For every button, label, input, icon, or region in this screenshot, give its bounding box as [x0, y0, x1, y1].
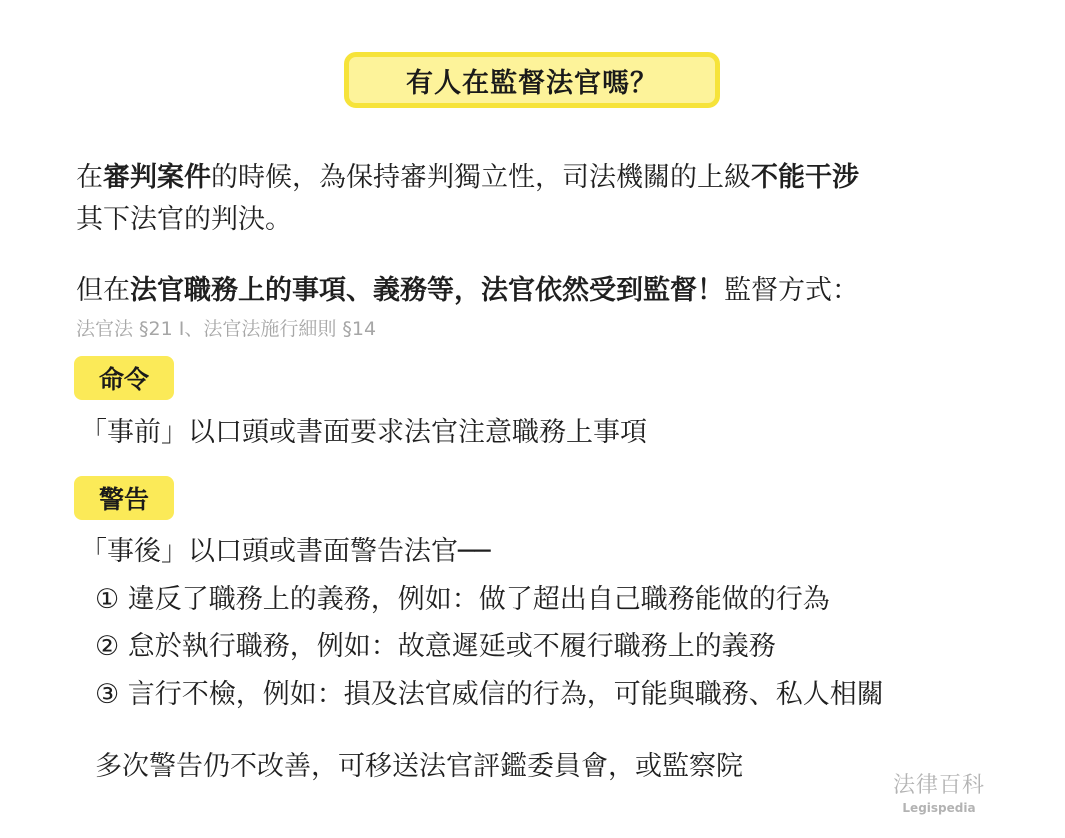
supervision-paragraph [76, 270, 859, 312]
legal-reference: 法官法 §21 I、法官法施行細則 §14 [76, 318, 377, 340]
intro-text-c: 的時候，為保持審判獨立性，司法機關的上級 [211, 162, 751, 193]
warning-badge: 警告 [74, 476, 174, 520]
supervision-text-c: 監督方式： [724, 275, 859, 306]
intro-line-1 [76, 157, 859, 199]
intro-text-a: 在 [76, 162, 103, 193]
logo-chinese-text: 法律百科 [892, 773, 985, 798]
intro-line-2: 其下法官的判決。 [76, 204, 292, 235]
warning-description: 「事後」以口頭或書面警告法官── [80, 536, 491, 567]
supervision-emphasis: 法官職務上的事項、義務等，法官依然受到監督！ [130, 275, 724, 306]
legispedia-logo [886, 772, 992, 816]
intro-paragraph [76, 157, 859, 241]
supervision-text-a: 但在 [76, 275, 130, 306]
intro-emphasis-no-interfere: 不能干涉 [751, 162, 859, 193]
page-title: 有人在監督法官嗎？ [344, 52, 720, 108]
logo-english-text: Legispedia [902, 801, 976, 815]
footer-note: 多次警告仍不改善，可移送法官評鑑委員會，或監察院 [95, 751, 743, 782]
command-badge: 命令 [74, 356, 174, 400]
warning-item-3: ③ 言行不檢，例如：損及法官威信的行為，可能與職務、私人相關 [95, 679, 884, 710]
warning-item-1: ① 違反了職務上的義務，例如：做了超出自己職務能做的行為 [95, 584, 830, 615]
intro-emphasis-cases: 審判案件 [103, 162, 211, 193]
command-description: 「事前」以口頭或書面要求法官注意職務上事項 [80, 417, 647, 448]
warning-item-2: ② 怠於執行職務，例如：故意遲延或不履行職務上的義務 [95, 631, 776, 662]
